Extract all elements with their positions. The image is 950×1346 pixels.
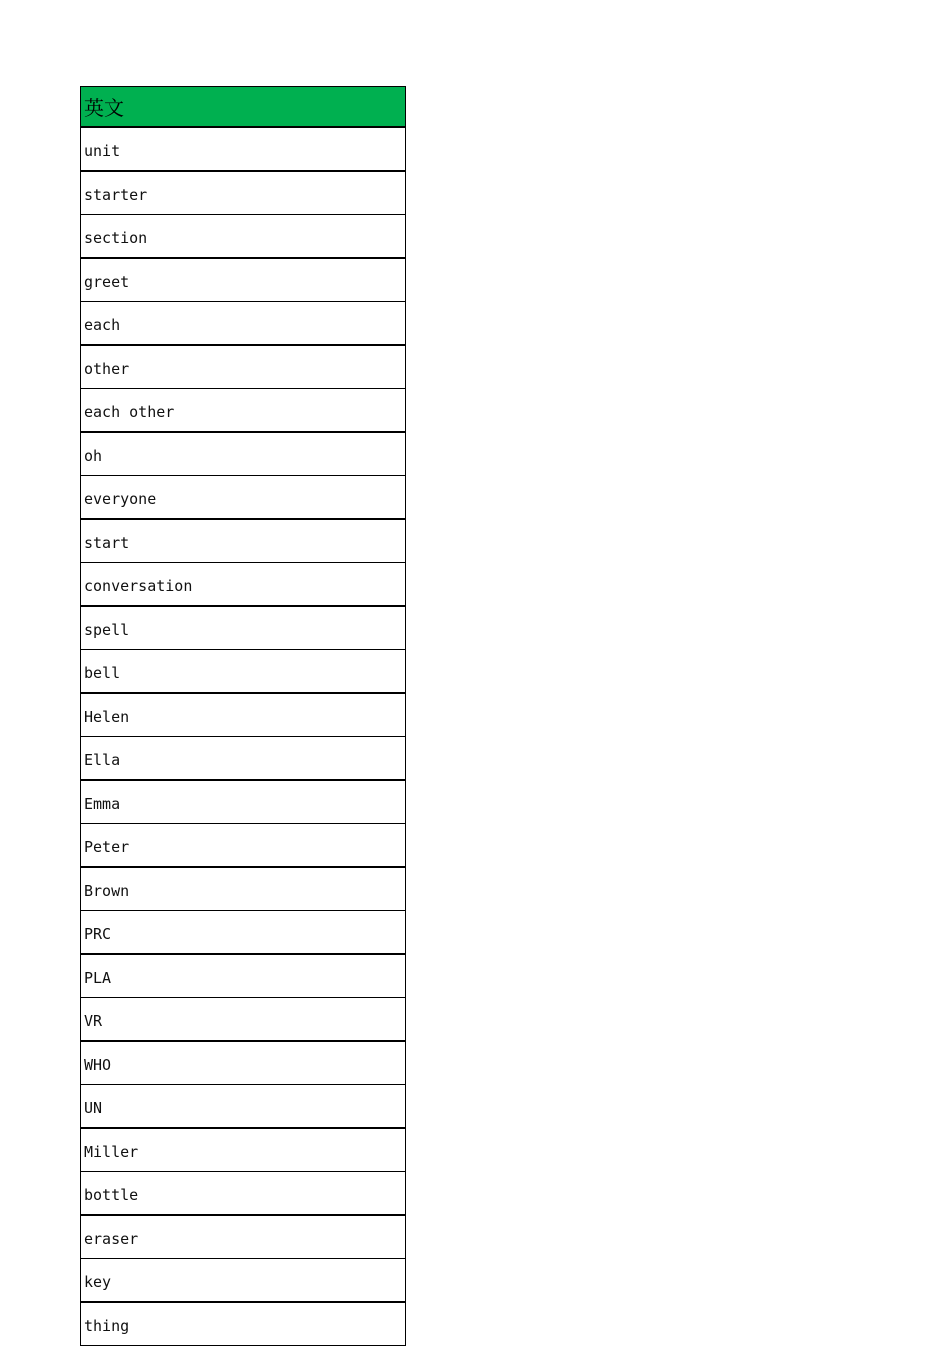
table-row [81,389,406,433]
column-header-english: 英文 [81,87,406,128]
word-cell: each [81,302,406,346]
table-row [81,737,406,781]
table-row [81,693,406,737]
word-cell: start [81,519,406,563]
table-row [81,1041,406,1085]
word-cell: everyone [81,476,406,520]
table-row [81,1172,406,1216]
table-row [81,215,406,259]
word-cell: Peter [81,824,406,868]
word-cell: thing [81,1302,406,1346]
word-cell: section [81,215,406,259]
word-cell: spell [81,606,406,650]
table-row [81,1085,406,1129]
table-row [81,345,406,389]
word-cell: each other [81,389,406,433]
word-cell: VR [81,998,406,1042]
table-row [81,1215,406,1259]
word-cell: UN [81,1085,406,1129]
vocabulary-table [80,86,406,1346]
word-cell: other [81,345,406,389]
table-row [81,302,406,346]
table-row [81,1128,406,1172]
word-cell: conversation [81,563,406,607]
word-cell: unit [81,127,406,171]
table-body [81,127,406,1346]
table-row [81,824,406,868]
word-cell: WHO [81,1041,406,1085]
table-row [81,650,406,694]
word-cell: bottle [81,1172,406,1216]
table-row [81,1259,406,1303]
word-cell: PLA [81,954,406,998]
table-row [81,1302,406,1346]
table-row [81,911,406,955]
word-cell: Miller [81,1128,406,1172]
word-cell: Brown [81,867,406,911]
table-row [81,258,406,302]
word-cell: PRC [81,911,406,955]
word-cell: Ella [81,737,406,781]
table-header [81,87,406,128]
table-row [81,606,406,650]
table-row [81,432,406,476]
table-row [81,954,406,998]
table-row [81,171,406,215]
table-row [81,780,406,824]
header-row [81,87,406,128]
table-row [81,127,406,171]
word-cell: Emma [81,780,406,824]
table-row [81,563,406,607]
word-cell: bell [81,650,406,694]
table-row [81,476,406,520]
word-cell: key [81,1259,406,1303]
table-row [81,998,406,1042]
word-cell: Helen [81,693,406,737]
word-cell: greet [81,258,406,302]
word-cell: starter [81,171,406,215]
word-cell: oh [81,432,406,476]
table-row [81,867,406,911]
table-row [81,519,406,563]
word-cell: eraser [81,1215,406,1259]
